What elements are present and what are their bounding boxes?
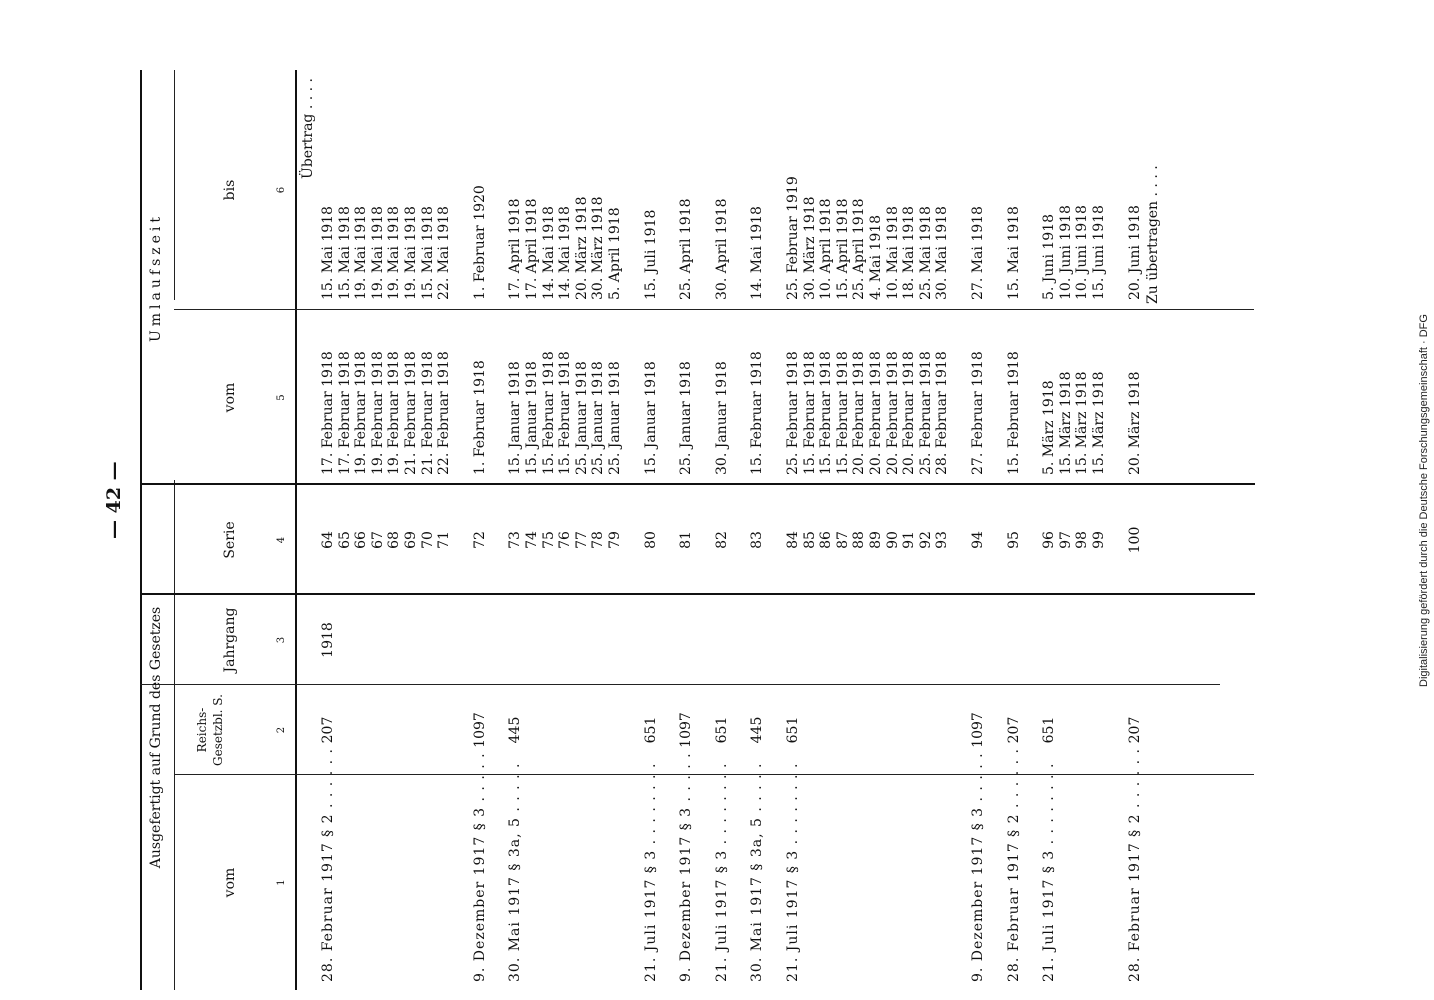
law-reference: 28. Februar 1917 § 2 . . . . . . (1005, 748, 1022, 982)
serie-number: 88 (851, 531, 868, 549)
serie-number: 77 (573, 531, 590, 549)
circulation-from: 17. Februar 1918 (336, 351, 353, 475)
header-group-left: Ausgefertigt auf Grund des Gesetzes (148, 606, 164, 869)
circulation-from: 1. Februar 1918 (471, 360, 488, 475)
rotated-table-area (140, 70, 1260, 990)
circulation-until: 19. Mai 1918 (386, 206, 403, 300)
circulation-until: 14. Mai 1918 (557, 206, 574, 300)
circulation-until: 15. Mai 1918 (1005, 206, 1022, 300)
rgbl-page: 207 (1005, 716, 1022, 744)
circulation-until: 10. April 1918 (818, 198, 835, 300)
law-reference: 30. Mai 1917 § 3a, 5 . . . . . (507, 762, 524, 982)
rgbl-page: 1097 (678, 712, 695, 748)
serie-number: 83 (749, 531, 766, 549)
circulation-until: 15. Mai 1918 (336, 206, 353, 300)
header-bottom-rule (295, 70, 297, 990)
circulation-until: 10. Juni 1918 (1057, 205, 1074, 300)
rgbl-page: 207 (1126, 716, 1143, 744)
carry-forward-label: Zu übertragen . . . . (1145, 165, 1162, 304)
serie-number: 92 (917, 531, 934, 549)
serie-number: 65 (336, 531, 353, 549)
header-col5: vom (222, 382, 238, 413)
circulation-from: 15. März 1918 (1057, 371, 1074, 475)
circulation-until: 30. April 1918 (713, 198, 730, 300)
circulation-from: 25. Januar 1918 (590, 361, 607, 475)
serie-number: 69 (403, 531, 419, 549)
header-num6: 6 (276, 186, 287, 194)
circulation-from: 17. Februar 1918 (320, 351, 336, 475)
circulation-until: 19. Mai 1918 (353, 206, 370, 300)
serie-number: 81 (678, 531, 695, 549)
circulation-from: 19. Februar 1918 (369, 351, 386, 475)
circulation-from: 19. Februar 1918 (353, 351, 370, 475)
law-reference: 9. Dezember 1917 § 3 . . . . . (970, 752, 986, 982)
serie-number: 68 (386, 531, 403, 549)
circulation-until: 18. Mai 1918 (901, 206, 918, 300)
serie-number: 82 (713, 531, 730, 549)
circulation-until: 15. Mai 1918 (320, 206, 336, 300)
circulation-until: 4. Mai 1918 (868, 214, 884, 300)
serie-number: 66 (353, 531, 370, 549)
serie-number: 80 (642, 531, 659, 549)
circulation-from: 25. Januar 1918 (678, 361, 695, 475)
law-reference: 21. Juli 1917 § 3 . . . . . . . . (713, 762, 730, 982)
circulation-until: 1. Februar 1920 (471, 185, 488, 300)
circulation-until: 17. April 1918 (507, 198, 524, 300)
circulation-from: 15. Februar 1918 (1005, 351, 1022, 475)
circulation-from: 20. März 1918 (1126, 371, 1143, 475)
table-top-rule (140, 70, 142, 990)
circulation-from: 30. Januar 1918 (713, 361, 730, 475)
serie-number: 99 (1091, 531, 1107, 549)
header-col2: Reichs-Gesetzbl. S. (195, 694, 225, 766)
law-reference: 21. Juli 1917 § 3 . . . . . . . . (785, 762, 801, 982)
circulation-from: 25. Februar 1918 (917, 351, 934, 475)
rgbl-page: 651 (1041, 716, 1058, 744)
circulation-from: 27. Februar 1918 (970, 351, 986, 475)
rgbl-page: 651 (642, 716, 659, 744)
header-col1: vom (222, 867, 238, 898)
serie-number: 87 (834, 531, 851, 549)
serie-number: 100 (1126, 526, 1143, 554)
serie-number: 84 (785, 531, 801, 549)
circulation-from: 21. Februar 1918 (419, 351, 436, 475)
circulation-from: 19. Februar 1918 (386, 351, 403, 475)
header-num1: 1 (276, 879, 287, 886)
circulation-from: 15. Februar 1918 (749, 351, 766, 475)
header-num3: 3 (276, 636, 287, 644)
serie-number: 85 (801, 531, 818, 549)
circulation-until: 14. Mai 1918 (749, 206, 766, 300)
circulation-until: 15. Juli 1918 (642, 209, 659, 300)
circulation-until: 5. April 1918 (607, 207, 623, 300)
serie-number: 75 (540, 531, 557, 549)
serie-number: 96 (1041, 531, 1058, 549)
circulation-until: 19. Mai 1918 (369, 206, 386, 300)
law-reference: 21. Juli 1917 § 3 . . . . . . . . (642, 762, 659, 982)
header-col3: Jahrgang (222, 607, 238, 673)
circulation-until: 10. Mai 1918 (884, 206, 901, 300)
header-col6: bis (222, 179, 238, 201)
serie-number: 93 (934, 531, 951, 549)
circulation-from: 15. Januar 1918 (642, 361, 659, 475)
circulation-until: 22. Mai 1918 (436, 206, 453, 300)
circulation-from: 22. Februar 1918 (436, 351, 453, 475)
circulation-until: 27. Mai 1918 (970, 206, 986, 300)
circulation-from: 20. Februar 1918 (901, 351, 918, 475)
circulation-until: 25. April 1918 (678, 198, 695, 300)
header-num5: 5 (276, 394, 287, 401)
law-reference: 21. Juli 1917 § 3 . . . . . . . . (1041, 762, 1058, 982)
rgbl-page: 1097 (471, 712, 488, 748)
rgbl-page: 1097 (970, 712, 986, 748)
circulation-from: 25. Januar 1918 (573, 361, 590, 475)
serie-number: 74 (524, 531, 540, 549)
circulation-from: 15. Februar 1918 (818, 351, 835, 475)
circulation-from: 15. März 1918 (1091, 371, 1107, 475)
serie-number: 98 (1074, 531, 1091, 549)
circulation-until: 25. Mai 1918 (917, 206, 934, 300)
serie-number: 95 (1005, 531, 1022, 549)
serie-number: 86 (818, 531, 835, 549)
group-left-rule (174, 480, 175, 990)
serie-number: 91 (901, 531, 918, 549)
serie-number: 70 (419, 531, 436, 549)
circulation-until: 15. Juni 1918 (1091, 205, 1107, 300)
circulation-from: 15. Januar 1918 (507, 361, 524, 475)
carryover-label: Übertrag . . . . (300, 78, 316, 179)
circulation-until: 5. Juni 1918 (1041, 213, 1058, 300)
law-reference: 9. Dezember 1917 § 3 . . . . . (471, 752, 488, 982)
rgbl-page: 651 (785, 716, 801, 744)
serie-number: 67 (369, 531, 386, 549)
rgbl-page: 445 (507, 716, 524, 744)
serie-number: 71 (436, 531, 453, 549)
divider-5-6 (174, 309, 1254, 310)
jahrgang: 1918 (320, 622, 336, 658)
funding-credit: Digitalisierung gefördert durch die Deutsche Forschungsgemeinschaft · DFG (1418, 314, 1430, 688)
serie-number: 94 (970, 531, 986, 549)
circulation-from: 15. Januar 1918 (524, 361, 540, 475)
circulation-from: 25. Februar 1918 (785, 351, 801, 475)
serie-number: 72 (471, 531, 488, 549)
circulation-until: 25. April 1918 (851, 198, 868, 300)
circulation-from: 5. März 1918 (1041, 380, 1058, 475)
page-number: — 42 — (103, 461, 125, 539)
serie-number: 79 (607, 531, 623, 549)
serie-number: 89 (868, 531, 884, 549)
circulation-from: 15. März 1918 (1074, 371, 1091, 475)
circulation-until: 15. Mai 1918 (419, 206, 436, 300)
circulation-from: 20. Februar 1918 (851, 351, 868, 475)
notgeld-table (140, 70, 1260, 990)
circulation-from: 20. Februar 1918 (884, 351, 901, 475)
header-num2: 2 (276, 726, 287, 734)
circulation-until: 14. Mai 1918 (540, 206, 557, 300)
circulation-until: 25. Februar 1919 (785, 176, 801, 300)
circulation-until: 20. Juni 1918 (1126, 205, 1143, 300)
serie-number: 64 (320, 531, 336, 549)
circulation-until: 30. März 1918 (590, 196, 607, 300)
circulation-until: 30. Mai 1918 (934, 206, 951, 300)
rgbl-page: 651 (713, 716, 730, 744)
circulation-until: 20. März 1918 (573, 196, 590, 300)
circulation-from: 28. Februar 1918 (934, 351, 951, 475)
header-col4: Serie (222, 521, 238, 559)
circulation-until: 19. Mai 1918 (403, 206, 419, 300)
rgbl-page: 445 (749, 716, 766, 744)
circulation-from: 15. Februar 1918 (801, 351, 818, 475)
serie-number: 76 (557, 531, 574, 549)
circulation-from: 15. Februar 1918 (540, 351, 557, 475)
serie-number: 78 (590, 531, 607, 549)
serie-number: 97 (1057, 531, 1074, 549)
group-right-rule (174, 70, 175, 300)
circulation-until: 17. April 1918 (524, 198, 540, 300)
law-reference: 9. Dezember 1917 § 3 . . . . . (678, 752, 695, 982)
law-reference: 30. Mai 1917 § 3a, 5 . . . . . (749, 762, 766, 982)
circulation-from: 15. Februar 1918 (834, 351, 851, 475)
law-reference: 28. Februar 1917 § 2 . . . . . . (1126, 748, 1143, 982)
serie-number: 90 (884, 531, 901, 549)
circulation-from: 15. Februar 1918 (557, 351, 574, 475)
header-num4: 4 (276, 536, 287, 544)
circulation-until: 30. März 1918 (801, 196, 818, 300)
rgbl-page: 207 (320, 716, 336, 744)
law-reference: 28. Februar 1917 § 2 . . . . . . (320, 748, 336, 982)
circulation-until: 15. April 1918 (834, 198, 851, 300)
circulation-until: 10. Juni 1918 (1074, 205, 1091, 300)
serie-number: 73 (507, 531, 524, 549)
circulation-from: 21. Februar 1918 (403, 351, 419, 475)
circulation-from: 25. Januar 1918 (607, 361, 623, 475)
header-group-right: Umlaufszeit (148, 212, 164, 343)
circulation-from: 20. Februar 1918 (868, 351, 884, 475)
